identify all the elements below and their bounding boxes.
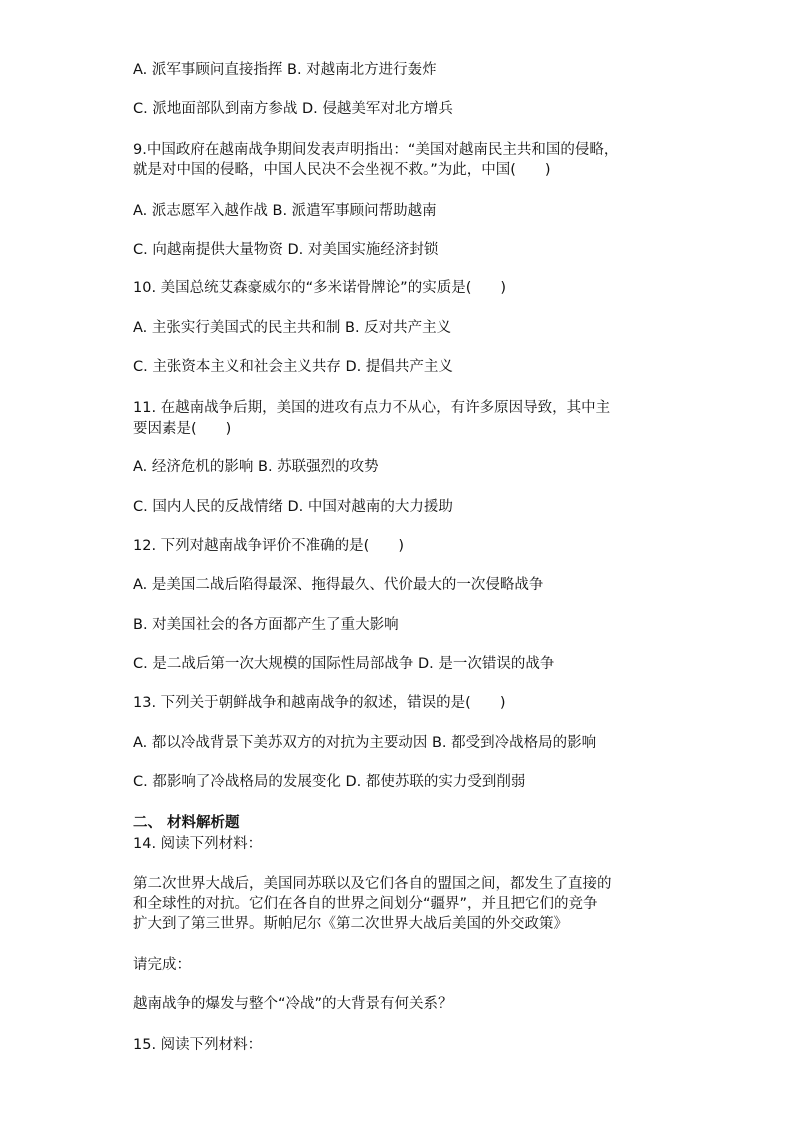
q14-question: 越南战争的爆发与整个“冷战”的大背景有何关系？ (133, 996, 453, 1012)
q9-options-cd: C. 向越南提供大量物资 D. 对美国实施经济封锁 (133, 242, 439, 258)
q14-material-line3: 扩大到了第三世界。斯帕尼尔《第二次世界大战后美国的外交政策》 (133, 916, 568, 932)
q14-material-line1: 第二次世界大战后，美国同苏联以及它们各自的盟国之间，都发生了直接的 (133, 876, 612, 892)
q12-stem: 12. 下列对越南战争评价不准确的是( ) (133, 538, 404, 554)
q14-stem: 14. 阅读下列材料： (133, 836, 263, 852)
q11-stem-line1: 11. 在越南战争后期，美国的进攻有点力不从心，有许多原因导致，其中主 (133, 400, 611, 416)
q8-options-ab: A. 派军事顾问直接指挥 B. 对越南北方进行轰炸 (133, 62, 437, 78)
q13-options-cd: C. 都影响了冷战格局的发展变化 D. 都使苏联的实力受到削弱 (133, 774, 526, 790)
q12-option-a: A. 是美国二战后陷得最深、拖得最久、代价最大的一次侵略战争 (133, 577, 544, 593)
q11-stem-line2: 要因素是( ) (133, 421, 232, 437)
section-heading: 二、 材料解析题 (133, 815, 240, 831)
q10-stem: 10. 美国总统艾森豪威尔的“多米诺骨牌论”的实质是( ) (133, 280, 507, 296)
q13-stem: 13. 下列关于朝鲜战争和越南战争的叙述，错误的是( ) (133, 695, 506, 711)
q10-options-ab: A. 主张实行美国式的民主共和制 B. 反对共产主义 (133, 320, 452, 336)
q15-stem: 15. 阅读下列材料： (133, 1037, 263, 1053)
q13-options-ab: A. 都以冷战背景下美苏双方的对抗为主要动因 B. 都受到冷战格局的影响 (133, 735, 597, 751)
q8-options-cd: C. 派地面部队到南方参战 D. 侵越美军对北方增兵 (133, 101, 453, 117)
q11-options-cd: C. 国内人民的反战情绪 D. 中国对越南的大力援助 (133, 499, 453, 515)
q9-stem-line1: 9.中国政府在越南战争期间发表声明指出：“美国对越南民主共和国的侵略， (133, 142, 619, 158)
q11-options-ab: A. 经济危机的影响 B. 苏联强烈的攻势 (133, 459, 379, 475)
q12-option-b: B. 对美国社会的各方面都产生了重大影响 (133, 617, 399, 633)
q9-stem-line2: 就是对中国的侵略，中国人民决不会坐视不救。”为此，中国( ) (133, 162, 551, 178)
q14-instruction: 请完成： (133, 957, 191, 973)
q9-options-ab: A. 派志愿军入越作战 B. 派遣军事顾问帮助越南 (133, 203, 437, 219)
q10-options-cd: C. 主张资本主义和社会主义共存 D. 提倡共产主义 (133, 359, 453, 375)
q14-material-line2: 和全球性的对抗。它们在各自的世界之间划分“疆界”，并且把它们的竞争 (133, 896, 598, 912)
q12-options-cd: C. 是二战后第一次大规模的国际性局部战争 D. 是一次错误的战争 (133, 656, 555, 672)
